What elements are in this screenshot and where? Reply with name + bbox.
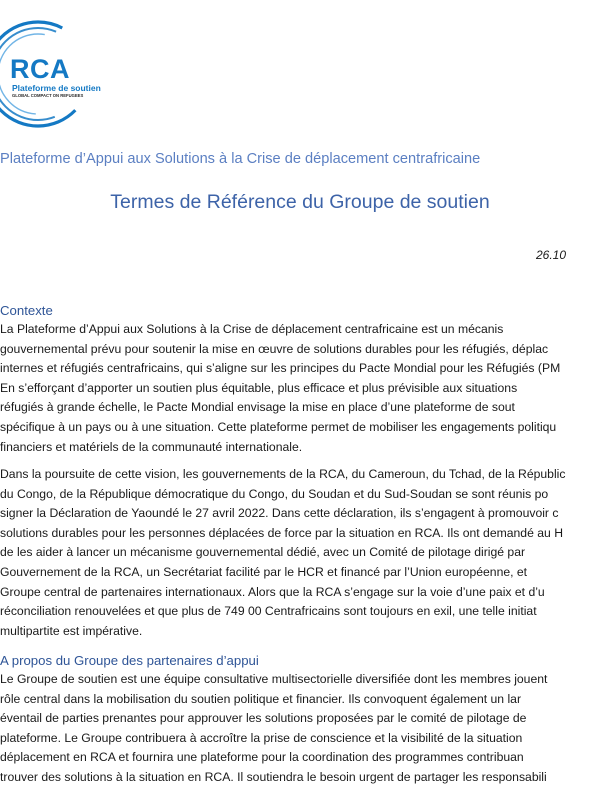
text-line: financiers et matériels de la communauté internationale. [0, 439, 303, 454]
text-line: éventail de parties prenantes pour approuver les solutions proposées par le comité de pilotage de [0, 711, 527, 726]
text-line: internes et réfugiés centrafricains, qui s’aligne sur les principes du Pacte Mondial pour les Réfugiés (PM [0, 361, 561, 376]
logo-name: RCA [10, 54, 70, 84]
text-line: réfugiés à grande échelle, le Pacte Mondial envisage la mise en place d’une plateforme de sout [0, 400, 515, 415]
platform-header: Plateforme d’Appui aux Solutions à la Crise de déplacement centrafricaine [0, 151, 481, 167]
logo-tagline: GLOBAL COMPACT ON REFUGEES [12, 93, 84, 98]
document-title: Termes de Référence du Groupe de soutien [110, 191, 490, 213]
text-line: réconciliation renouvelées et que plus de 749 00 Centrafricains sont toujours en exil, une telle initiat [0, 604, 537, 619]
text-line: signer la Déclaration de Yaoundé le 27 avril 2022. Dans cette déclaration, ils s’engagent à promouvoir c [0, 506, 559, 521]
text-line: gouvernemental prévu pour soutenir la mise en œuvre de solutions durables pour les réfugiés, déplac [0, 341, 549, 356]
text-line: de les aider à lancer un mécanisme gouvernemental dédié, avec un Comité de pilotage dirigé par [0, 545, 526, 560]
text-line: Dans la poursuite de cette vision, les gouvernements de la RCA, du Cameroun, du Tchad, de la Républic [0, 467, 566, 481]
text-line: plateforme. Le Groupe contribuera à accroître la prise de conscience et la visibilité de la situation [0, 730, 523, 745]
logo-subtitle: Plateforme de soutien [12, 83, 101, 93]
text-line: du Congo, de la République démocratique du Congo, du Soudan et du Sud-Soudan se sont réunis po [0, 486, 549, 501]
paragraph-contexte-2 [0, 465, 600, 641]
text-line: multipartite est impérative. [0, 623, 143, 638]
section-heading-a-propos: A propos du Groupe des partenaires d’appui [0, 653, 259, 668]
text-line: trouver des solutions à la situation en RCA. Il soutiendra le besoin urgent de partager les responsabili [0, 769, 547, 784]
section-heading-contexte: Contexte [0, 303, 53, 318]
text-line: Groupe central de partenaires internationaux. Alors que la RCA s’engage sur la voie d’une paix et d’u [0, 584, 545, 599]
paragraph-a-propos-1 [0, 670, 600, 788]
text-line: rôle central dans la mobilisation du soutien politique et financier. Ils convoquent également un lar [0, 691, 521, 706]
text-line: Le Groupe de soutien est une équipe consultative multisectorielle diversifiée dont les membres jouent [0, 672, 548, 686]
logo-text [10, 56, 120, 99]
text-line: solutions durables pour les personnes déplacées de force par la situation en RCA. Ils ont demandé au H [0, 525, 563, 540]
text-line: Gouvernement de la RCA, un Secrétariat facilité par le HCR et financé par l’Union européenne, et [0, 564, 528, 579]
text-line: En s’efforçant d’apporter un soutien plus équitable, plus efficace et plus prévisible aux situations [0, 380, 518, 395]
text-line: spécifique à un pays ou à une situation. Cette plateforme permet de mobiliser les engagements politiqu [0, 419, 557, 434]
text-line: déplacement en RCA et fournira une plateforme pour la coordination des programmes contribuan [0, 750, 524, 765]
paragraph-contexte-1 [0, 320, 600, 457]
document-date: 26.10 [536, 248, 567, 262]
text-line: La Plateforme d’Appui aux Solutions à la Crise de déplacement centrafricaine est un mécanis [0, 322, 504, 336]
